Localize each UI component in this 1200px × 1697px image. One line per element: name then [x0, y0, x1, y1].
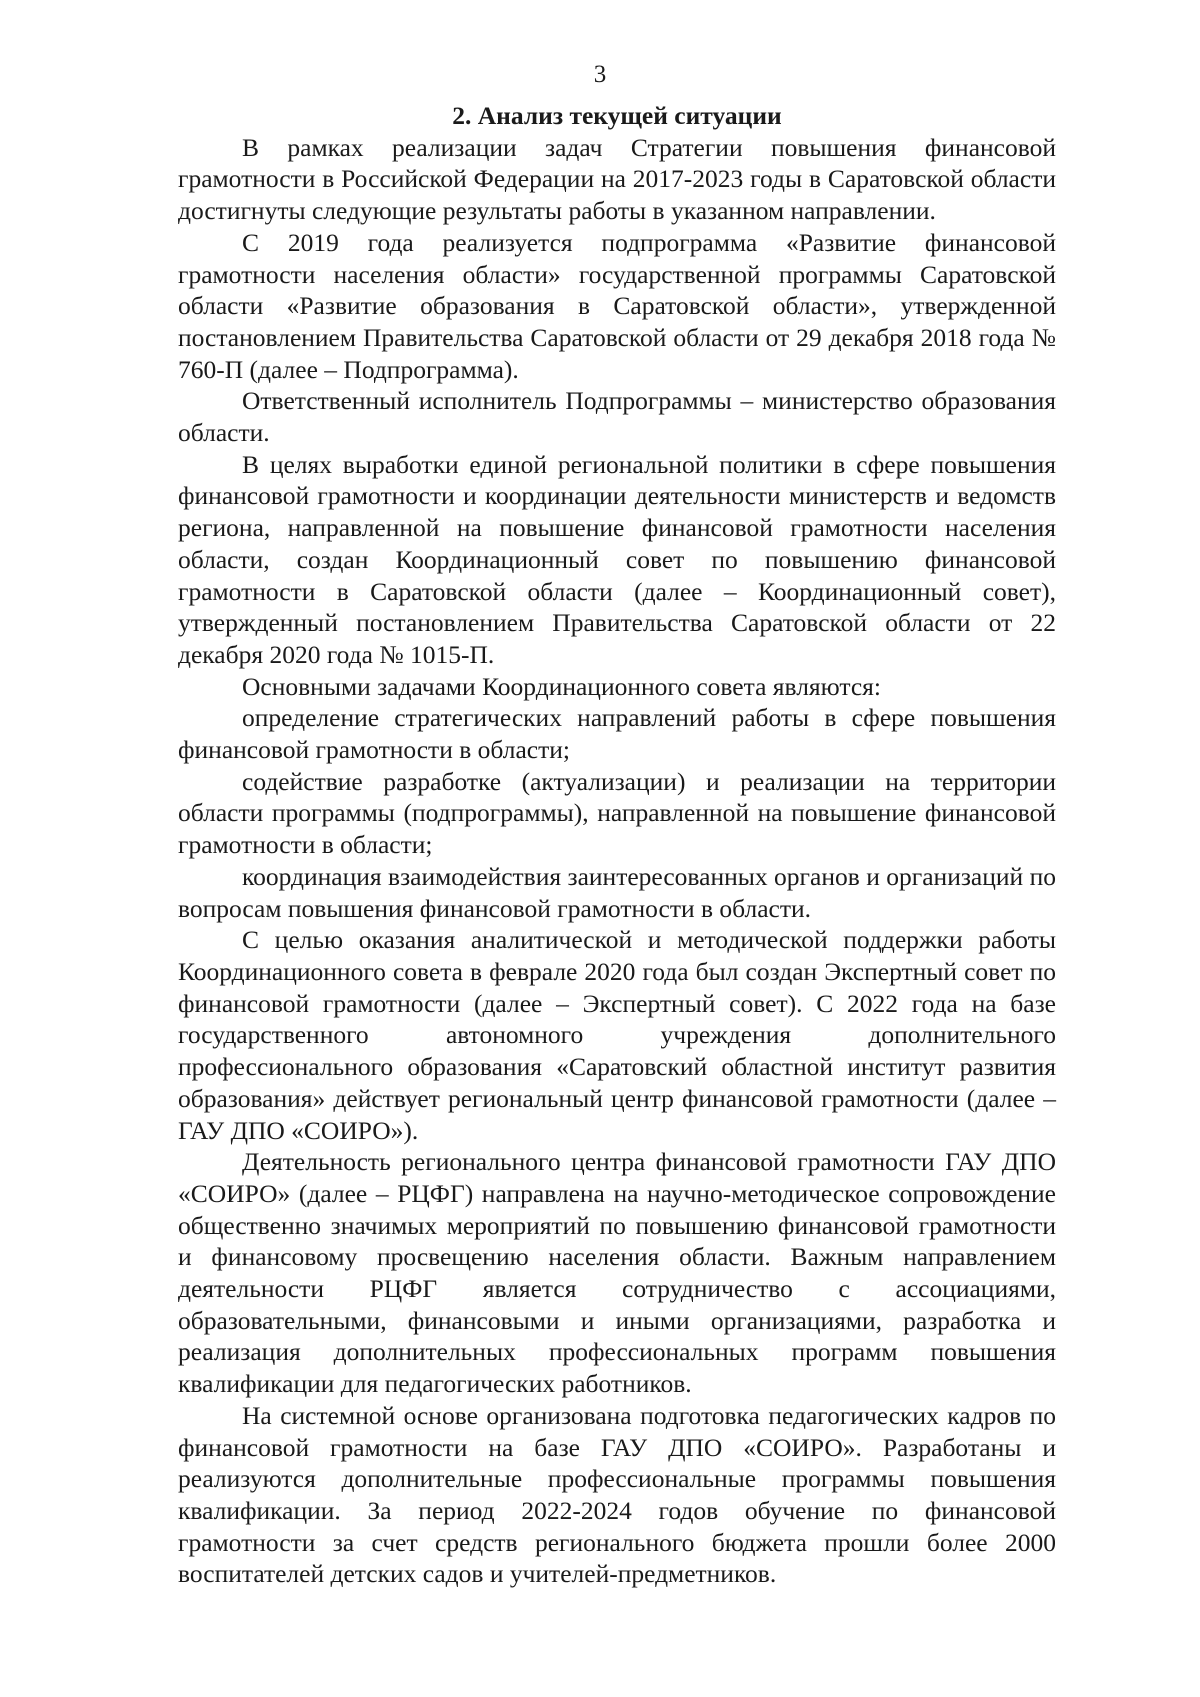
- page-number: 3: [593, 61, 607, 88]
- section-heading: 2. Анализ текущей ситуации: [452, 101, 782, 130]
- paragraph-strategy-results: В рамках реализации задач Стратегии повышения финансовой грамотности в Российской Федерации на 2017-2023 годы в Саратовской области достигнуты следующие результаты работы в указанном направлении.: [178, 132, 1056, 226]
- paragraph-teacher-training: На системной основе организована подготовка педагогических кадров по финансовой грамотности на базе ГАУ ДПО «СОИРО». Разработаны и реализуются дополнительные профессиональные программы повышения квалификации. За период 2022-2024 годов обучение по финансовой грамотности за счет средств регионального бюджета прошли более 2000 воспитателей детских садов и учителей-предметников.: [178, 1400, 1056, 1589]
- paragraph-council-tasks-intro: Основными задачами Координационного совета являются:: [242, 671, 881, 701]
- paragraph-responsible-executor: Ответственный исполнитель Подпрограммы – министерство образования области.: [178, 386, 1056, 448]
- paragraph-expert-council: С целью оказания аналитической и методической поддержки работы Координационного совета в феврале 2020 года был создан Экспертный совет по финансовой грамотности (далее – Экспертный совет). С 2022 года на базе государственного автономного учреждения дополнительного профессионального образования «Саратовский областной институт развития образования» действует региональный центр финансовой грамотности (далее – ГАУ ДПО «СОИРО»).: [178, 925, 1056, 1145]
- paragraph-task-strategic-directions: определение стратегических направлений работы в сфере повышения финансовой грамотности в области;: [178, 703, 1056, 765]
- document-body: [178, 100, 1056, 1590]
- paragraph-subprogram: С 2019 года реализуется подпрограмма «Развитие финансовой грамотности населения области» государственной программы Саратовской области «Развитие образования в Саратовской области», утвержденной постановлением Правительства Саратовской области от 29 декабря 2018 года № 760-П (далее – Подпрограмма).: [178, 227, 1056, 384]
- paragraph-coordination-council: В целях выработки единой региональной политики в сфере повышения финансовой грамотности и координации деятельности министерств и ведомств региона, направленной на повышение финансовой грамотности населения области, создан Координационный совет по повышению финансовой грамотности в Саратовской области (далее – Координационный совет), утвержденный постановлением Правительства Саратовской области от 22 декабря 2020 года № 1015-П.: [178, 449, 1056, 669]
- paragraph-task-program-support: содействие разработке (актуализации) и реализации на территории области программы (подпрограммы), направленной на повышение финансовой грамотности в области;: [178, 766, 1056, 860]
- paragraph-regional-center: Деятельность регионального центра финансовой грамотности ГАУ ДПО «СОИРО» (далее – РЦФГ) направлена на научно-методическое сопровождение общественно значимых мероприятий по повышению финансовой грамотности и финансовому просвещению населения области. Важным направлением деятельности РЦФГ является сотрудничество с ассоциациями, образовательными, финансовыми и иными организациями, разработка и реализация дополнительных профессиональных программ повышения квалификации для педагогических работников.: [178, 1147, 1056, 1399]
- paragraph-task-coordination: координация взаимодействия заинтересованных органов и организаций по вопросам повышения финансовой грамотности в области.: [178, 861, 1056, 923]
